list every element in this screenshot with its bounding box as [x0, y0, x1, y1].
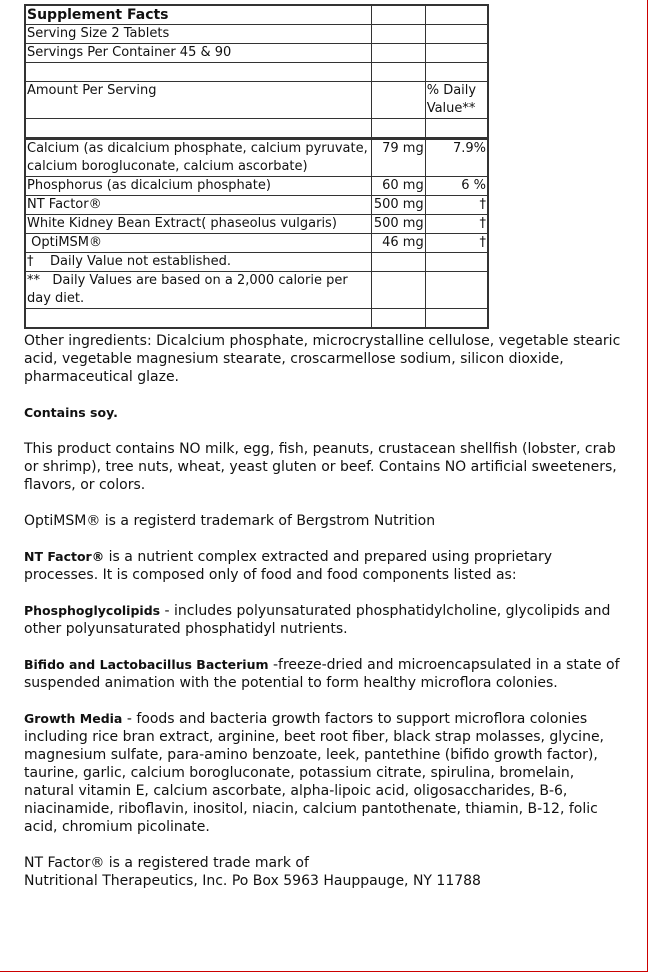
- phosphoglycolipids-lead: Phosphoglycolipids: [24, 603, 161, 618]
- table-row: [25, 272, 488, 309]
- nutrient-name: Phosphorus (as dicalcium phosphate): [25, 177, 372, 196]
- table-row: [25, 119, 488, 139]
- nutrient-amount: 60 mg: [372, 177, 425, 196]
- nutrient-row-white-kidney-bean: [25, 215, 488, 234]
- serving-size: Serving Size 2 Tablets: [25, 25, 372, 44]
- growth-media-paragraph: [24, 710, 624, 836]
- table-row: [25, 25, 488, 44]
- phosphoglycolipids-paragraph: [24, 602, 624, 638]
- growth-media-lead: Growth Media: [24, 711, 123, 726]
- nutrient-name: OptiMSM®: [25, 234, 372, 253]
- facts-title: Supplement Facts: [25, 5, 372, 25]
- supplement-facts-table: [24, 4, 489, 329]
- bifido-lead: Bifido and Lactobacillus Bacterium: [24, 657, 269, 672]
- nutrient-daily-value: †: [425, 196, 488, 215]
- nutrient-row-optimsm: [25, 234, 488, 253]
- table-row: [25, 63, 488, 82]
- nutrient-daily-value: 7.9%: [425, 139, 488, 177]
- nutrient-amount: 46 mg: [372, 234, 425, 253]
- daily-value-header: % Daily Value**: [425, 82, 488, 119]
- footnote-daily-values: ** Daily Values are based on a 2,000 calorie per day diet.: [25, 272, 372, 309]
- table-row: [25, 253, 488, 272]
- nutrient-name: White Kidney Bean Extract( phaseolus vulgaris): [25, 215, 372, 234]
- table-row: [25, 44, 488, 63]
- nutrient-name: NT Factor®: [25, 196, 372, 215]
- nt-factor-desc: is a nutrient complex extracted and prepared using proprietary processes. It is composed only of food and food components listed as:: [24, 549, 553, 583]
- nutrient-daily-value: †: [425, 234, 488, 253]
- table-row: [25, 5, 488, 25]
- bifido-paragraph: [24, 656, 624, 692]
- nutrient-row-nt-factor: [25, 196, 488, 215]
- phosphoglycolipids-desc: - includes polyunsaturated phosphatidylcholine, glycolipids and other polyunsaturated phosphatidyl nutrients.: [24, 603, 611, 637]
- nt-factor-paragraph: [24, 548, 624, 584]
- product-info: [24, 4, 624, 890]
- nutrient-amount: 500 mg: [372, 215, 425, 234]
- amount-per-serving-header: Amount Per Serving: [25, 82, 372, 119]
- bifido-desc: -freeze-dried and microencapsulated in a state of suspended animation with the potential to form healthy microflora colonies.: [24, 657, 620, 691]
- nutrient-name: Calcium (as dicalcium phosphate, calcium pyruvate, calcium borogluconate, calcium ascorbate): [25, 139, 372, 177]
- nutrient-daily-value: 6 %: [425, 177, 488, 196]
- contains-soy: Contains soy.: [24, 405, 118, 420]
- nutrient-daily-value: †: [425, 215, 488, 234]
- table-row: [25, 82, 488, 119]
- growth-media-desc: - foods and bacteria growth factors to support microflora colonies including rice bran extract, arginine, beet root fiber, black strap molasses, glycine, magnesium sulfate, para-amino benzoate, leek, pantethine (bifido growth factor), taurine, garlic, calcium borogluconate, potassium citrate, spirulina, bromelain, natural vitamin E, calcium ascorbate, alpha-lipoic acid, oligosaccharides, B-6, niacinamide, riboflavin, inositol, niacin, calcium pantothenate, thiamin, B-12, folic acid, chromium picolinate.: [24, 711, 605, 835]
- optimsm-trademark: OptiMSM® is a registerd trademark of Bergstrom Nutrition: [24, 513, 436, 529]
- nt-trademark-line-2: Nutritional Therapeutics, Inc. Po Box 5963 Hauppauge, NY 11788: [24, 873, 481, 889]
- nt-factor-trademark: [24, 854, 624, 890]
- footnote-dagger: † Daily Value not established.: [25, 253, 372, 272]
- nutrient-amount: 79 mg: [372, 139, 425, 177]
- nt-trademark-line-1: NT Factor® is a registered trade mark of: [24, 855, 309, 871]
- allergen-statement: This product contains NO milk, egg, fish, peanuts, crustacean shellfish (lobster, crab or shrimp), tree nuts, wheat, yeast gluten or beef. Contains NO artificial sweeteners, flavors, or colors.: [24, 441, 617, 493]
- nt-factor-lead: NT Factor®: [24, 549, 105, 564]
- product-description: [24, 332, 624, 890]
- nutrient-row-phosphorus: [25, 177, 488, 196]
- other-ingredients: Other ingredients: Dicalcium phosphate, microcrystalline cellulose, vegetable stearic acid, vegetable magnesium stearate, croscarmellose sodium, silicon dioxide, pharmaceutical glaze.: [24, 333, 621, 385]
- nutrient-row-calcium: [25, 139, 488, 177]
- nutrient-amount: 500 mg: [372, 196, 425, 215]
- servings-per-container: Servings Per Container 45 & 90: [25, 44, 372, 63]
- table-row: [25, 309, 488, 329]
